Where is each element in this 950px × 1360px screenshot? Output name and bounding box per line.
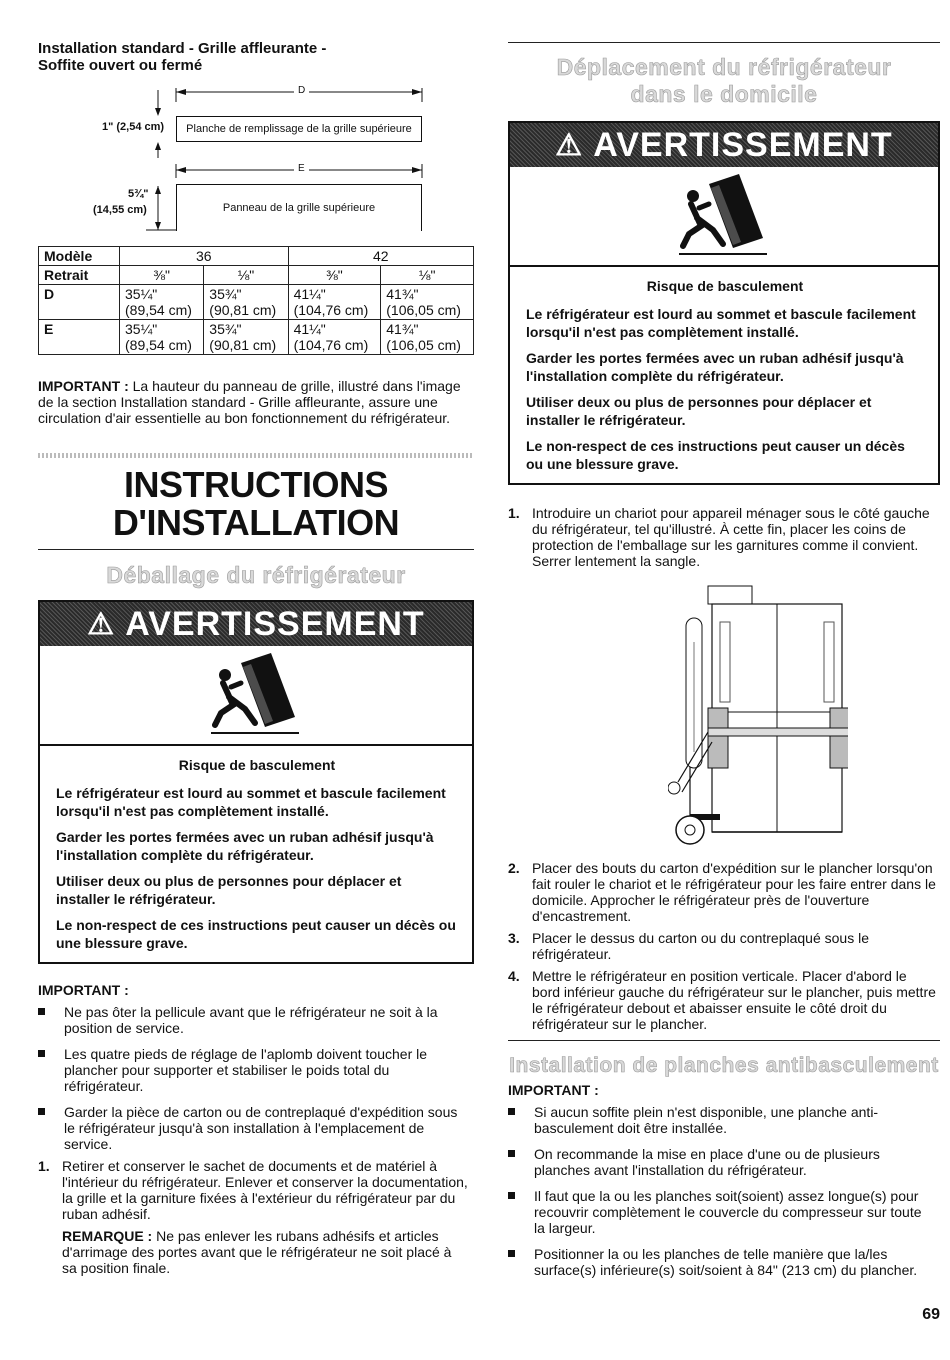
retrait-header: Retrait [39,266,120,285]
table-cell [288,285,381,320]
bullet-square-icon [38,1008,45,1015]
moving-steps-a [508,505,938,575]
section-title-line2: Soffite ouvert ou fermé [38,57,203,74]
warning-triangle-icon: ⚠ [555,128,584,162]
cell-cm: (104,76 cm) [293,302,369,318]
list-item [508,860,938,924]
warning-p3: Utiliser deux ou plus de personnes pour déplacer et installer le réfrigérateur. [56,873,402,907]
warning-banner [510,123,938,167]
bullet-square-icon [508,1192,515,1199]
list-item [508,968,938,1032]
retrait-cell: ⅛" [381,266,474,285]
bullet-square-icon [508,1250,515,1257]
warning-p2: Garder les portes fermées avec un ruban adhésif jusqu'à l'installation complète du réfrigérateur. [526,350,904,384]
tip-over-warning [38,600,474,964]
step-text: Placer des bouts du carton d'expédition sur le plancher lorsqu'on fait rouler le chariot et le réfrigérateur pour les faire entrer dans le domicile. Approcher le réfrigérateur près de l'ouverture d'encastrement. [532,860,936,924]
e-label: E [294,163,309,174]
page-number: 69 [922,1306,940,1323]
moving-heading-line2: dans le domicile [630,81,818,107]
warning-title: Risque de basculement [646,278,804,294]
model-36: 36 [120,247,289,266]
section-divider [38,453,474,458]
table-cell [120,320,204,355]
list-item [508,1104,936,1136]
title-rule [38,549,474,550]
bullet-text: Positionner la ou les planches de telle manière que la/les surface(s) inférieure(s) soit/soient à 84" (213 cm) du plancher. [534,1246,918,1278]
dimension-1in: 1" (2,54 cm) [102,121,165,133]
section-title-line1: Installation standard - Grille affleurante - [38,40,327,57]
list-item [38,1004,468,1036]
list-item [508,1246,936,1278]
important-text: La hauteur du panneau de grille, illustré dans l'image de la section Installation standard - Grille affleurante, assure une circulation d'air essentielle au bon fonctionnement du réfrigérateur. [38,378,461,426]
remarque-label: REMARQUE : [62,1228,153,1244]
main-title [38,466,474,542]
dimension-5-3-4-in: 5¾" [128,188,149,200]
main-title-line1: INSTRUCTIONS [124,464,388,505]
warning-triangle-icon: ⚠ [87,607,116,641]
cell-inches: 35¼" [125,321,158,337]
anti-tip-heading: Installation de planches antibasculement [509,1054,939,1077]
model-42: 42 [288,247,473,266]
warning-p3: Utiliser deux ou plus de personnes pour déplacer et installer le réfrigérateur. [526,394,872,428]
bullet-text: On recommande la mise en place d'une ou de plusieurs planches avant l'installation du réfrigérateur. [534,1146,880,1178]
step-number: 3. [508,930,520,946]
step-number: 1. [508,505,520,521]
fill-panel-box [176,116,422,142]
tipping-fridge-icon [211,653,301,737]
cell-cm: (104,76 cm) [293,337,369,353]
important-note [38,378,474,426]
table-row-e [39,320,474,355]
table-cell [288,320,381,355]
important2-label: IMPORTANT : [38,982,129,998]
cell-inches: 41¾" [386,286,419,302]
table-retrait-row [39,266,474,285]
fill-panel-label: Planche de remplissage de la grille supérieure [186,123,412,135]
table-cell [204,320,288,355]
cell-inches: 35¾" [209,286,242,302]
bullet-text: Ne pas ôter la pellicule avant que le réfrigérateur ne soit à la position de service. [64,1004,438,1036]
step-number: 4. [508,968,520,984]
moving-heading [508,54,940,108]
moving-heading-line1: Déplacement du réfrigérateur [556,54,892,80]
retrait-cell: ⅛" [204,266,288,285]
list-item [508,930,938,962]
warning-title: Risque de basculement [178,757,336,773]
grille-panel-box [176,184,422,231]
step-text: Retirer et conserver le sachet de documents et de matériel à l'intérieur du réfrigérateur. Enlever et conserver la documentation, la grille et la garniture fixées à l'extérieur du réfrigérateur par du ruban adhésif. [62,1158,468,1222]
bullet-text: Si aucun soffite plein n'est disponible, une planche anti-basculement doit être installée. [534,1104,879,1136]
unpacking-heading: Déballage du réfrigérateur [106,562,406,588]
section-rule [508,1040,940,1041]
row-label: D [39,285,120,320]
important-label: IMPORTANT : [38,378,129,394]
cell-cm: (90,81 cm) [209,302,277,318]
cell-inches: 35¾" [209,321,242,337]
important-label: IMPORTANT : [508,1082,599,1098]
bullet-square-icon [38,1108,45,1115]
step-number: 1. [38,1158,50,1174]
warning-pictogram [510,167,938,267]
retrait-cell: ⅜" [288,266,381,285]
warning-banner-text: AVERTISSEMENT [125,604,425,643]
list-item [38,1046,468,1094]
dimension-14-55-cm: (14,55 cm) [93,204,147,216]
cell-inches: 41¾" [386,321,419,337]
retrait-cell: ⅜" [120,266,204,285]
warning-p1: Le réfrigérateur est lourd au sommet et bascule facilement lorsqu'il n'est pas complètement installé. [526,306,916,340]
bullet-text: Il faut que la ou les planches soit(soient) assez longue(s) pour recouvrir complètement le couvercle du compresseur sur toute la largeur. [534,1188,922,1236]
step-number: 2. [508,860,520,876]
bullet-square-icon [508,1150,515,1157]
cell-cm: (106,05 cm) [386,337,461,353]
top-rule [508,42,940,43]
list-item [508,1188,936,1236]
table-cell [120,285,204,320]
cell-cm: (89,54 cm) [125,302,192,318]
bullet-text: Les quatre pieds de réglage de l'aplomb doivent toucher le plancher pour supporter et stabiliser le poids total du réfrigérateur. [64,1046,428,1094]
row-label: E [39,320,120,355]
fridge-dolly-illustration [668,582,848,850]
table-header-row [39,247,474,266]
warning-p2: Garder les portes fermées avec un ruban adhésif jusqu'à l'installation complète du réfrigérateur. [56,829,434,863]
cell-cm: (89,54 cm) [125,337,192,353]
bullet-square-icon [38,1050,45,1057]
list-item [508,505,938,569]
anti-tip-bullets [508,1104,936,1288]
dimension-table [38,246,474,355]
warning-p1: Le réfrigérateur est lourd au sommet et bascule facilement lorsqu'il n'est pas complètement installé. [56,785,446,819]
cell-inches: 41¼" [293,321,326,337]
d-label: D [294,85,309,96]
warning-text [510,267,938,483]
warning-p4: Le non-respect de ces instructions peut causer un décès ou une blessure grave. [526,438,905,472]
step-text: Mettre le réfrigérateur en position verticale. Placer d'abord le bord inférieur gauche du réfrigérateur sur le plancher, puis mettre le réfrigérateur debout et abaisser ensuite le côté droit du réfrigérateur sur le plancher. [532,968,936,1032]
cell-inches: 35¼" [125,286,158,302]
unpacking-steps [38,1158,468,1282]
bullet-text: Garder la pièce de carton ou de contreplaqué d'expédition sous le réfrigérateur jusqu'à son installation à l'emplacement de service. [64,1104,458,1152]
list-item [508,1146,936,1178]
main-title-line2: D'INSTALLATION [112,502,400,543]
warning-p4: Le non-respect de ces instructions peut causer un décès ou une blessure grave. [56,917,456,951]
warning-banner-text: AVERTISSEMENT [593,125,893,164]
warning-text [40,746,472,962]
tip-over-warning [508,121,940,485]
table-cell [381,285,474,320]
model-header: Modèle [39,247,120,266]
warning-banner [40,602,472,646]
cell-inches: 41¼" [293,286,326,302]
tipping-fridge-icon [679,174,769,258]
step-text: Placer le dessus du carton ou du contreplaqué sous le réfrigérateur. [532,930,869,962]
step-text: Introduire un chariot pour appareil ménager sous le côté gauche du réfrigérateur, tel qu'illustré. À cette fin, placer les coins de protection de l'emballage sur les garnitures comme il convient. Serrer lentement la sangle. [532,505,930,569]
moving-steps-b [508,860,938,1038]
bullet-square-icon [508,1108,515,1115]
table-cell [204,285,288,320]
list-item [38,1104,468,1152]
cell-cm: (106,05 cm) [386,302,461,318]
remarque-text: Ne pas enlever les rubans adhésifs et articles d'arrimage des portes avant que le réfrigérateur ne soit placé à sa position finale. [62,1228,452,1276]
grille-panel-label: Panneau de la grille supérieure [222,202,376,214]
table-cell [381,320,474,355]
table-row-d [39,285,474,320]
warning-pictogram [40,646,472,746]
grille-dimension-diagram [38,85,474,238]
list-item [38,1158,468,1276]
unpacking-bullets [38,1004,468,1162]
cell-cm: (90,81 cm) [209,337,277,353]
remarque-note [62,1228,468,1276]
